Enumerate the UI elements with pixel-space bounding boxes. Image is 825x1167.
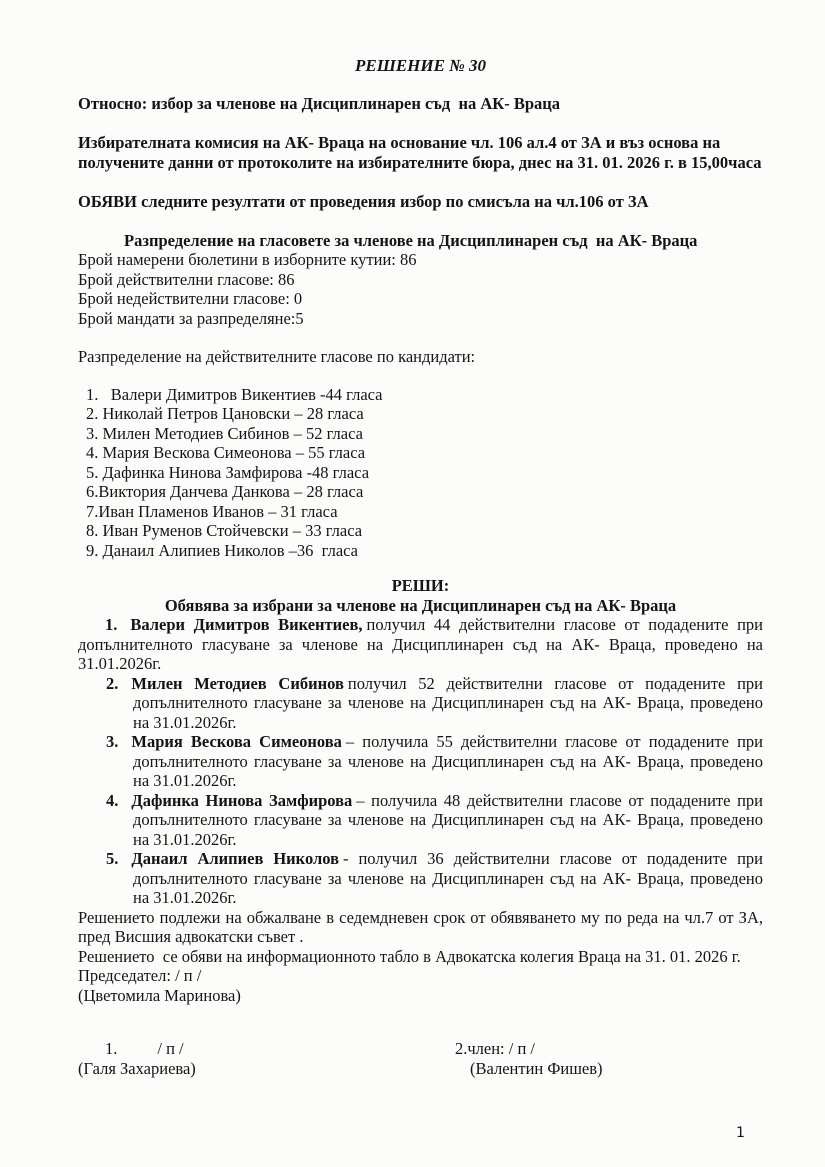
item-number: 5. <box>106 849 119 868</box>
decision-item <box>106 673 763 733</box>
distribution-heading: Разпределение на гласовете за членове на Дисциплинарен съд на АК- Враца <box>124 230 698 250</box>
posting-paragraph: Решението се обяви на информационното табло в Адвокатска колегия Враца на 31. 01. 2026 г. <box>78 946 741 966</box>
item-text: получил 44 действителни гласове от подадените при допълнителното гласуване за членове на Дисциплинарен съд на АК- Враца, проведено на 31.01.2026г. <box>78 615 763 673</box>
item-elected-name: Милен Методиев Сибинов <box>131 673 344 693</box>
item-elected-name: Данаил Алипиев Николов <box>131 849 340 868</box>
subject-line: Относно: избор за членове на Дисциплинарен съд на АК- Враца <box>78 93 561 113</box>
item-number: 1. <box>105 615 118 634</box>
item-text: - получил 36 действителни гласове от подадените при допълнителното гласуване за членове на Дисциплинарен съд на АК- Враца, проведено на 31.01.2026г. <box>133 849 763 907</box>
member1-signature <box>78 1039 455 1059</box>
candidate-item: 9. Данаил Алипиев Николов –36 гласа <box>86 540 358 560</box>
stat-mandates: Брой мандати за разпределяне:5 <box>78 308 304 328</box>
chairman-label: Председател: / п / <box>78 966 202 985</box>
candidate-item: 7.Иван Пламенов Иванов – 31 гласа <box>86 501 338 521</box>
decision-item <box>106 849 763 908</box>
signature-names-row <box>78 1059 763 1079</box>
decision-item <box>78 615 763 674</box>
item-number: 3. <box>106 732 119 751</box>
page-number: 1 <box>736 1125 745 1141</box>
item-text: получил 52 действителни гласове от подадените при допълнителното гласуване за членове на Дисциплинарен съд на АК- Враца, проведено на 31.01.2026г. <box>133 673 763 732</box>
item-elected-name: Дафинка Нинова Замфирова <box>131 790 353 810</box>
decision-subheading: Обявява за избрани за членове на Дисциплинарен съд на АК- Враца <box>164 595 677 615</box>
member1-signed-mark: / п / <box>157 1039 184 1058</box>
item-number: 4. <box>106 790 119 810</box>
item-elected-name: Валери Димитров Викентиев, <box>130 615 363 634</box>
stat-invalid-votes: Брой недействителни гласове: 0 <box>78 289 303 308</box>
chairman-name: (Цветомила Маринова) <box>78 985 241 1005</box>
candidate-item: 8. Иван Руменов Стойчевски – 33 гласа <box>86 521 363 540</box>
candidates-heading: Разпределение на действителните гласове по кандидати: <box>78 347 476 366</box>
member1-name: (Галя Захариева) <box>78 1058 196 1078</box>
commission-paragraph: Избирателната комисия на АК- Враца на основание чл. 106 ал.4 от ЗА и въз основа на получените данни от протоколите на избирателните бюра, днес на 31. 01. 2026 г. в 15,00часа <box>78 133 762 172</box>
member1-number: 1. <box>105 1039 118 1058</box>
item-text: – получила 55 действителни гласове от подадените при допълнителното гласуване за членове на Дисциплинарен съд на АК- Враца, проведено на 31.01.2026г. <box>133 732 763 790</box>
item-number: 2. <box>106 673 119 693</box>
candidate-item: 6.Виктория Данчева Данкова – 28 гласа <box>86 482 364 501</box>
item-elected-name: Мария Вескова Симеонова <box>131 732 342 751</box>
decision-item <box>106 732 763 791</box>
signature-row <box>78 1039 763 1059</box>
vote-statistics <box>78 231 763 329</box>
signature-block <box>78 1039 763 1078</box>
page-title: РЕШЕНИЕ № 30 <box>354 56 487 75</box>
stat-valid-votes: Брой действителни гласове: 86 <box>78 269 295 289</box>
candidate-item: 5. Дафинка Нинова Замфирова -48 гласа <box>86 462 370 482</box>
candidates-list <box>78 385 763 561</box>
announcement-line: ОБЯВИ следните резултати от проведения избор по смисъла на чл.106 от ЗА <box>78 192 649 211</box>
candidate-item: 3. Милен Методиев Сибинов – 52 гласа <box>86 423 363 443</box>
appeal-paragraph: Решението подлежи на обжалване в седемдневен срок от обявяването му по реда на чл.7 от ЗА, пред Висшия адвокатски съвет . <box>78 907 763 946</box>
candidate-item: 2. Николай Петров Цановски – 28 гласа <box>86 404 364 423</box>
member2-name: (Валентин Фишев) <box>470 1058 603 1078</box>
item-text: – получила 48 действителни гласове от подадените при допълнителното гласуване за членове на Дисциплинарен съд на АК- Враца, проведено на 31.01.2026г. <box>133 790 763 849</box>
member2-label: 2.член: / п / <box>455 1039 536 1058</box>
decision-item <box>106 790 763 850</box>
decision-heading: РЕШИ: <box>391 576 450 595</box>
stat-ballots-found: Брой намерени бюлетини в изборните кутии: 86 <box>78 250 417 269</box>
candidate-item: 1. Валери Димитров Викентиев -44 гласа <box>86 384 383 404</box>
candidate-item: 4. Мария Вескова Симеонова – 55 гласа <box>86 443 366 462</box>
